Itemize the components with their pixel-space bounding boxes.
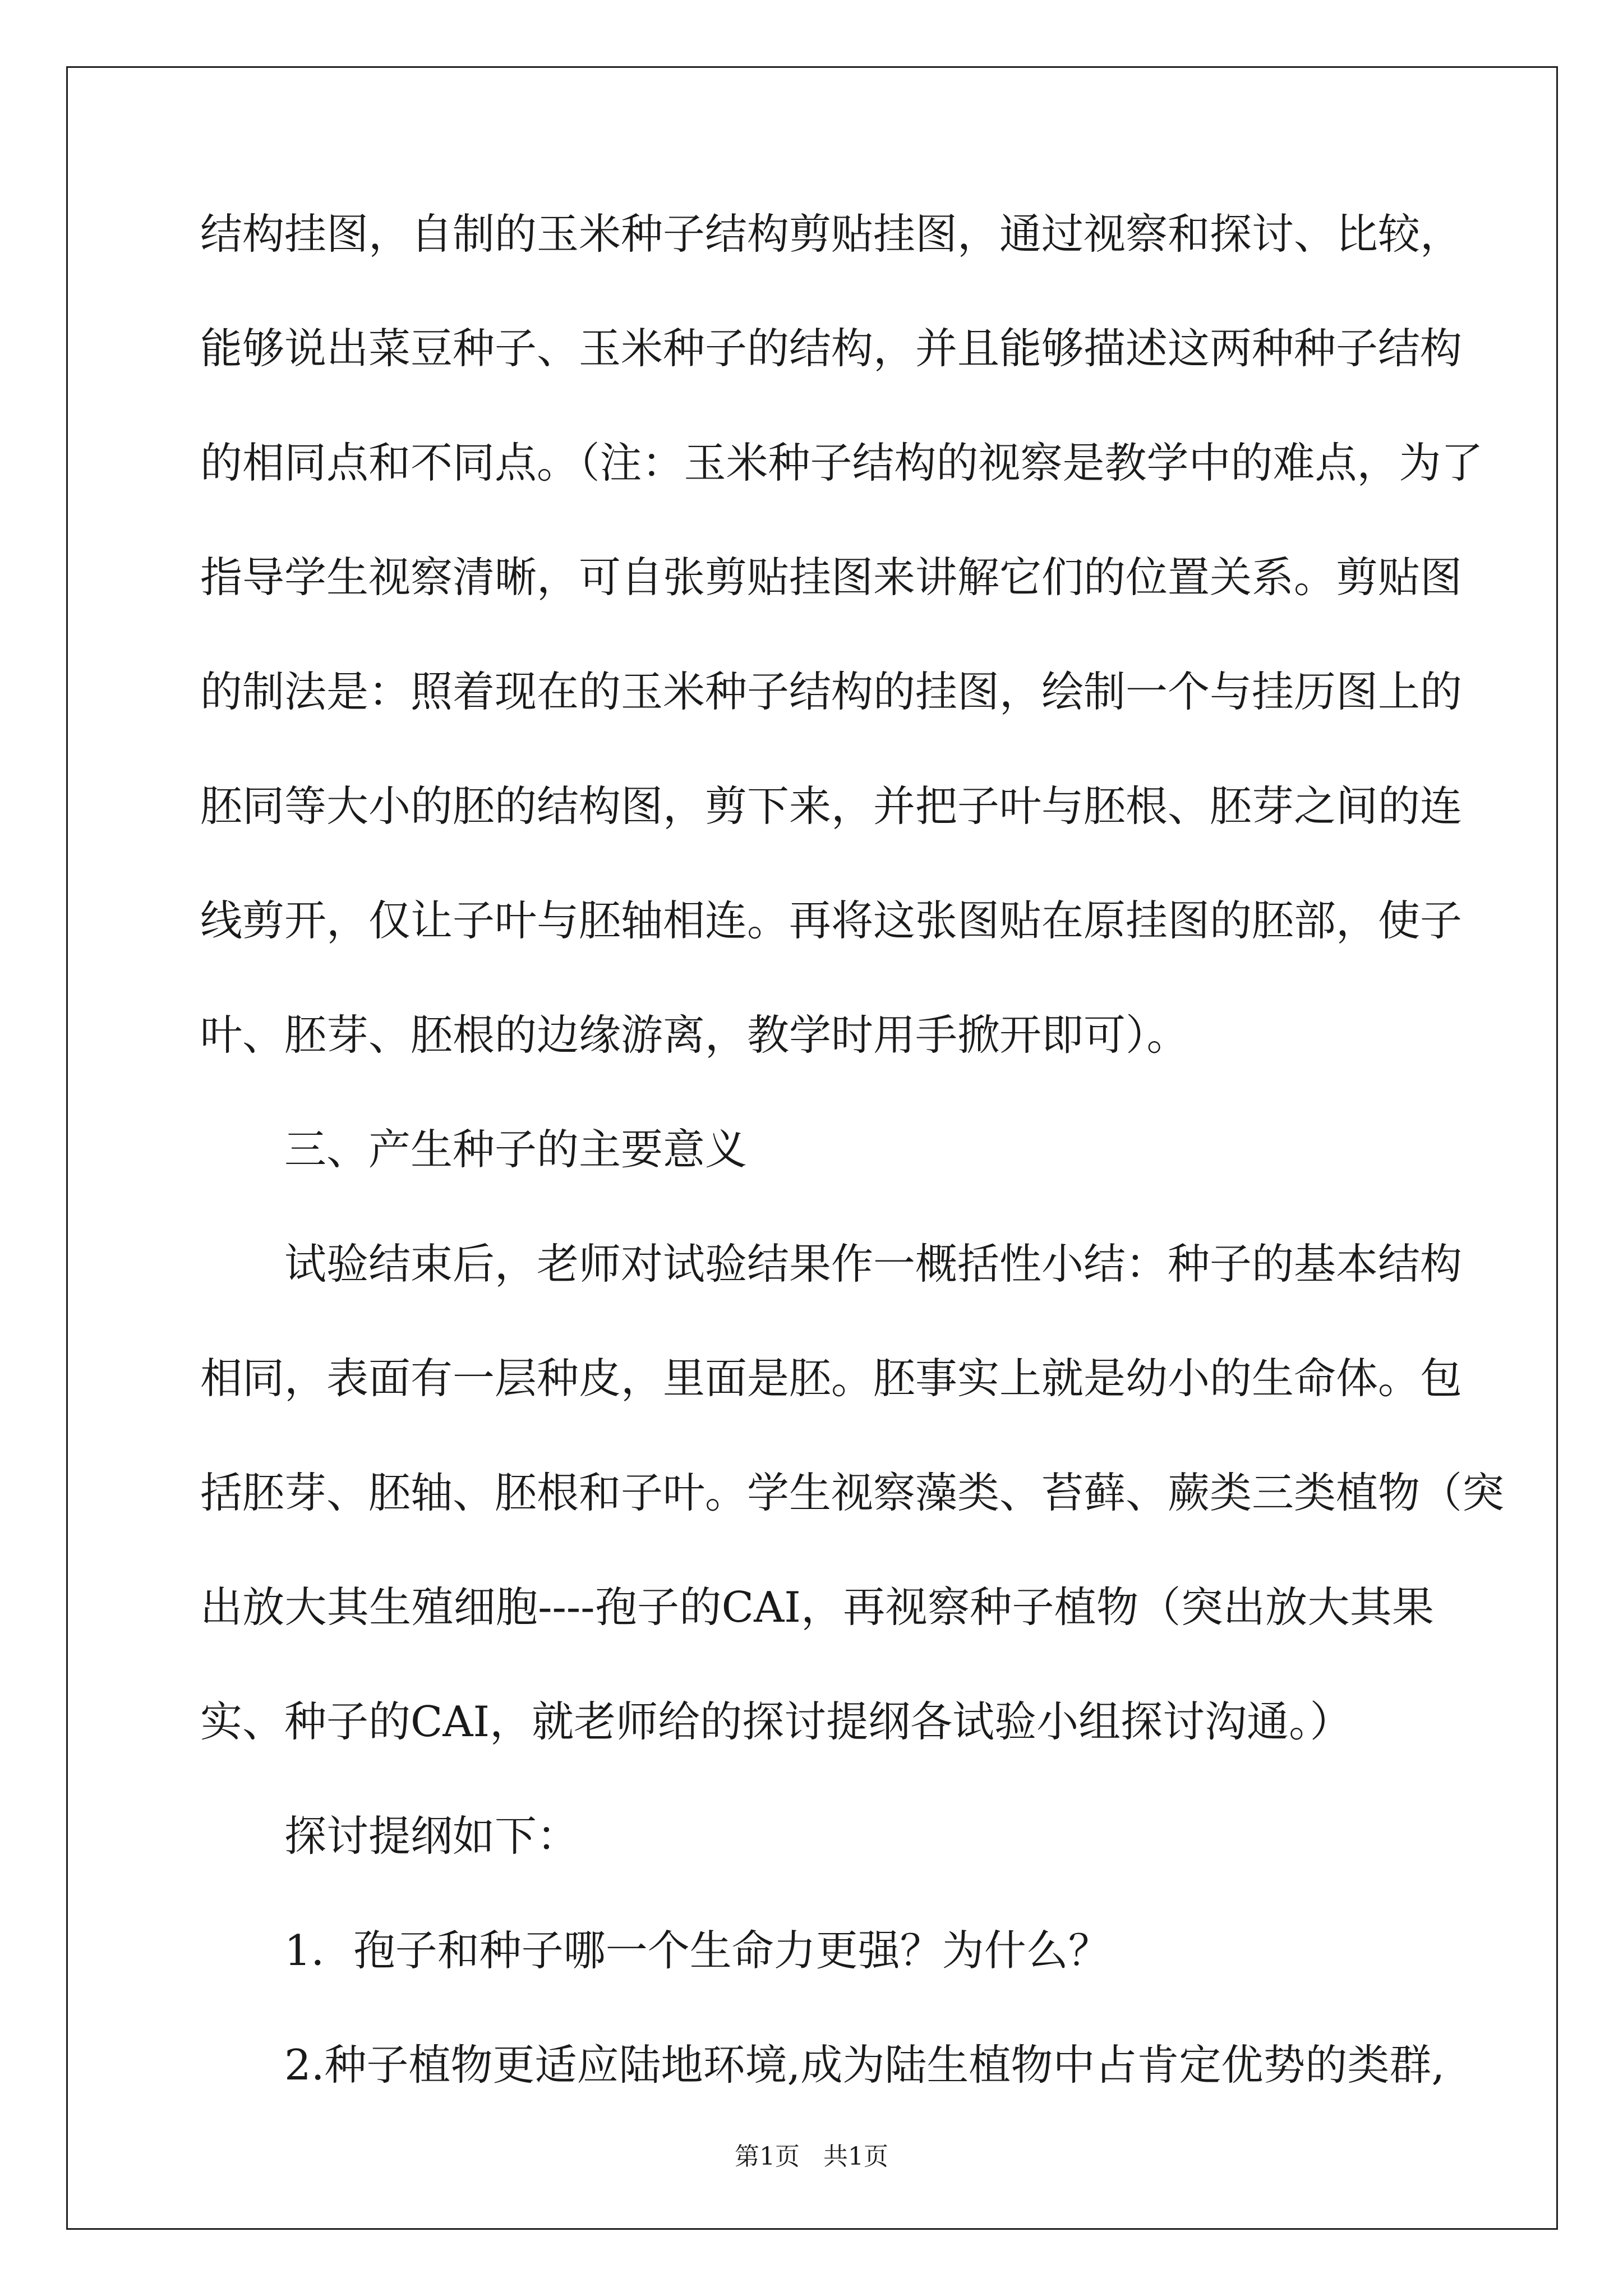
paragraph-line: 结构挂图，自制的玉米种子结构剪贴挂图，通过视察和探讨、比较， <box>200 209 1463 259</box>
list-item: 1．孢子和种子哪一个生命力更强？为什么？ <box>284 1926 1110 1975</box>
paragraph-line: 探讨提纲如下： <box>284 1811 579 1861</box>
section-heading: 三、产生种子的主要意义 <box>284 1125 748 1174</box>
paragraph-line: 相同，表面有一层种皮，里面是胚。胚事实上就是幼小的生命体。包 <box>200 1354 1463 1403</box>
paragraph-line: 出放大其生殖细胞----孢子的CAI，再视察种子植物（突出放大其果 <box>200 1582 1434 1632</box>
list-item: 2.种子植物更适应陆地环境,成为陆生植物中占肯定优势的类群, <box>284 2040 1445 2090</box>
paragraph-line: 胚同等大小的胚的结构图，剪下来，并把子叶与胚根、胚芽之间的连 <box>200 781 1463 831</box>
page-footer: 第1页 共1页 <box>735 2142 888 2171</box>
paragraph-line: 指导学生视察清晰，可自张剪贴挂图来讲解它们的位置关系。剪贴图 <box>200 553 1463 602</box>
paragraph-line: 线剪开，仅让子叶与胚轴相连。再将这张图贴在原挂图的胚部，使子 <box>200 896 1463 945</box>
paragraph-line: 试验结束后，老师对试验结果作一概括性小结：种子的基本结构 <box>284 1239 1463 1289</box>
paragraph-line: 括胚芽、胚轴、胚根和子叶。学生视察藻类、苔藓、蕨类三类植物（突 <box>200 1468 1505 1517</box>
paragraph-line: 的制法是：照着现在的玉米种子结构的挂图，绘制一个与挂历图上的 <box>200 667 1463 716</box>
paragraph-line: 叶、胚芽、胚根的边缘游离，教学时用手掀开即可）。 <box>200 1010 1189 1060</box>
paragraph-line: 的相同点和不同点。（注：玉米种子结构的视察是教学中的难点，为了 <box>200 438 1483 487</box>
paragraph-line: 实、种子的CAI，就老师给的探讨提纲各试验小组探讨沟通。） <box>200 1697 1352 1746</box>
paragraph-line: 能够说出菜豆种子、玉米种子的结构，并且能够描述这两种种子结构 <box>200 324 1463 373</box>
